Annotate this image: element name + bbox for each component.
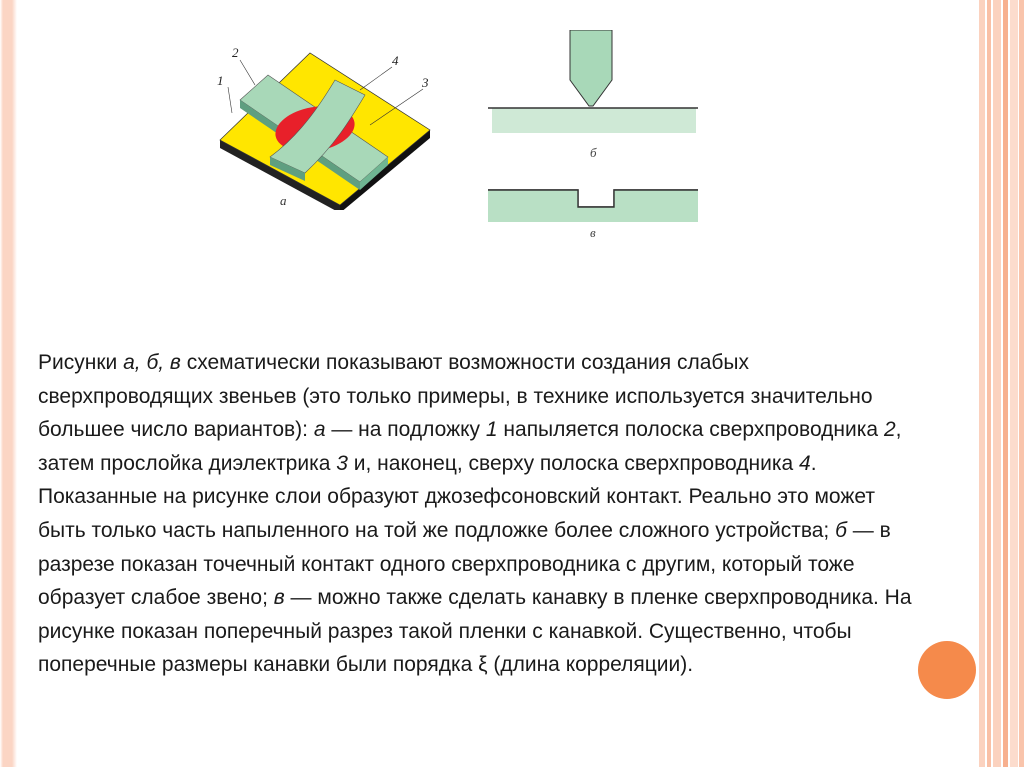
label-2: 2 bbox=[232, 45, 239, 60]
right-decorative-stripes bbox=[979, 0, 1024, 767]
figure-v-caption: в bbox=[590, 225, 596, 240]
figure-b-caption: б bbox=[590, 145, 597, 160]
figure-a-junction bbox=[210, 45, 450, 210]
description-text: Рисунки а, б, в схематически показывают возможности создания слабых сверхпроводящих звеньев (это только примеры, в технике используется значительно большее число вариантов): а — на подложку 1 напыляется полоска сверхпроводника 2, затем прослойка диэлектрика 3 и, наконец, сверху полоска сверхпроводника 4. Показанные на рисунке слои образуют джозефсоновский контакт. Реально это может быть только часть напыленного на той же подложке более сложного устройства; б — в разрезе показан точечный контакт одного сверхпроводника с другим, который тоже образует слабое звено; в — можно также сделать канавку в пленке сверхпроводника. На рисунке показан поперечный разрез такой пленки с канавкой. Существенно, чтобы поперечные размеры канавки были порядка ξ (длина корреляции). bbox=[38, 351, 912, 677]
figure-b-v-sections bbox=[486, 30, 701, 245]
label-4: 4 bbox=[392, 53, 399, 68]
label-1: 1 bbox=[217, 73, 224, 88]
left-decorative-border bbox=[0, 0, 17, 767]
figure-a-caption: а bbox=[280, 193, 287, 208]
orange-circle-decoration bbox=[918, 641, 976, 699]
label-3: 3 bbox=[422, 75, 429, 90]
